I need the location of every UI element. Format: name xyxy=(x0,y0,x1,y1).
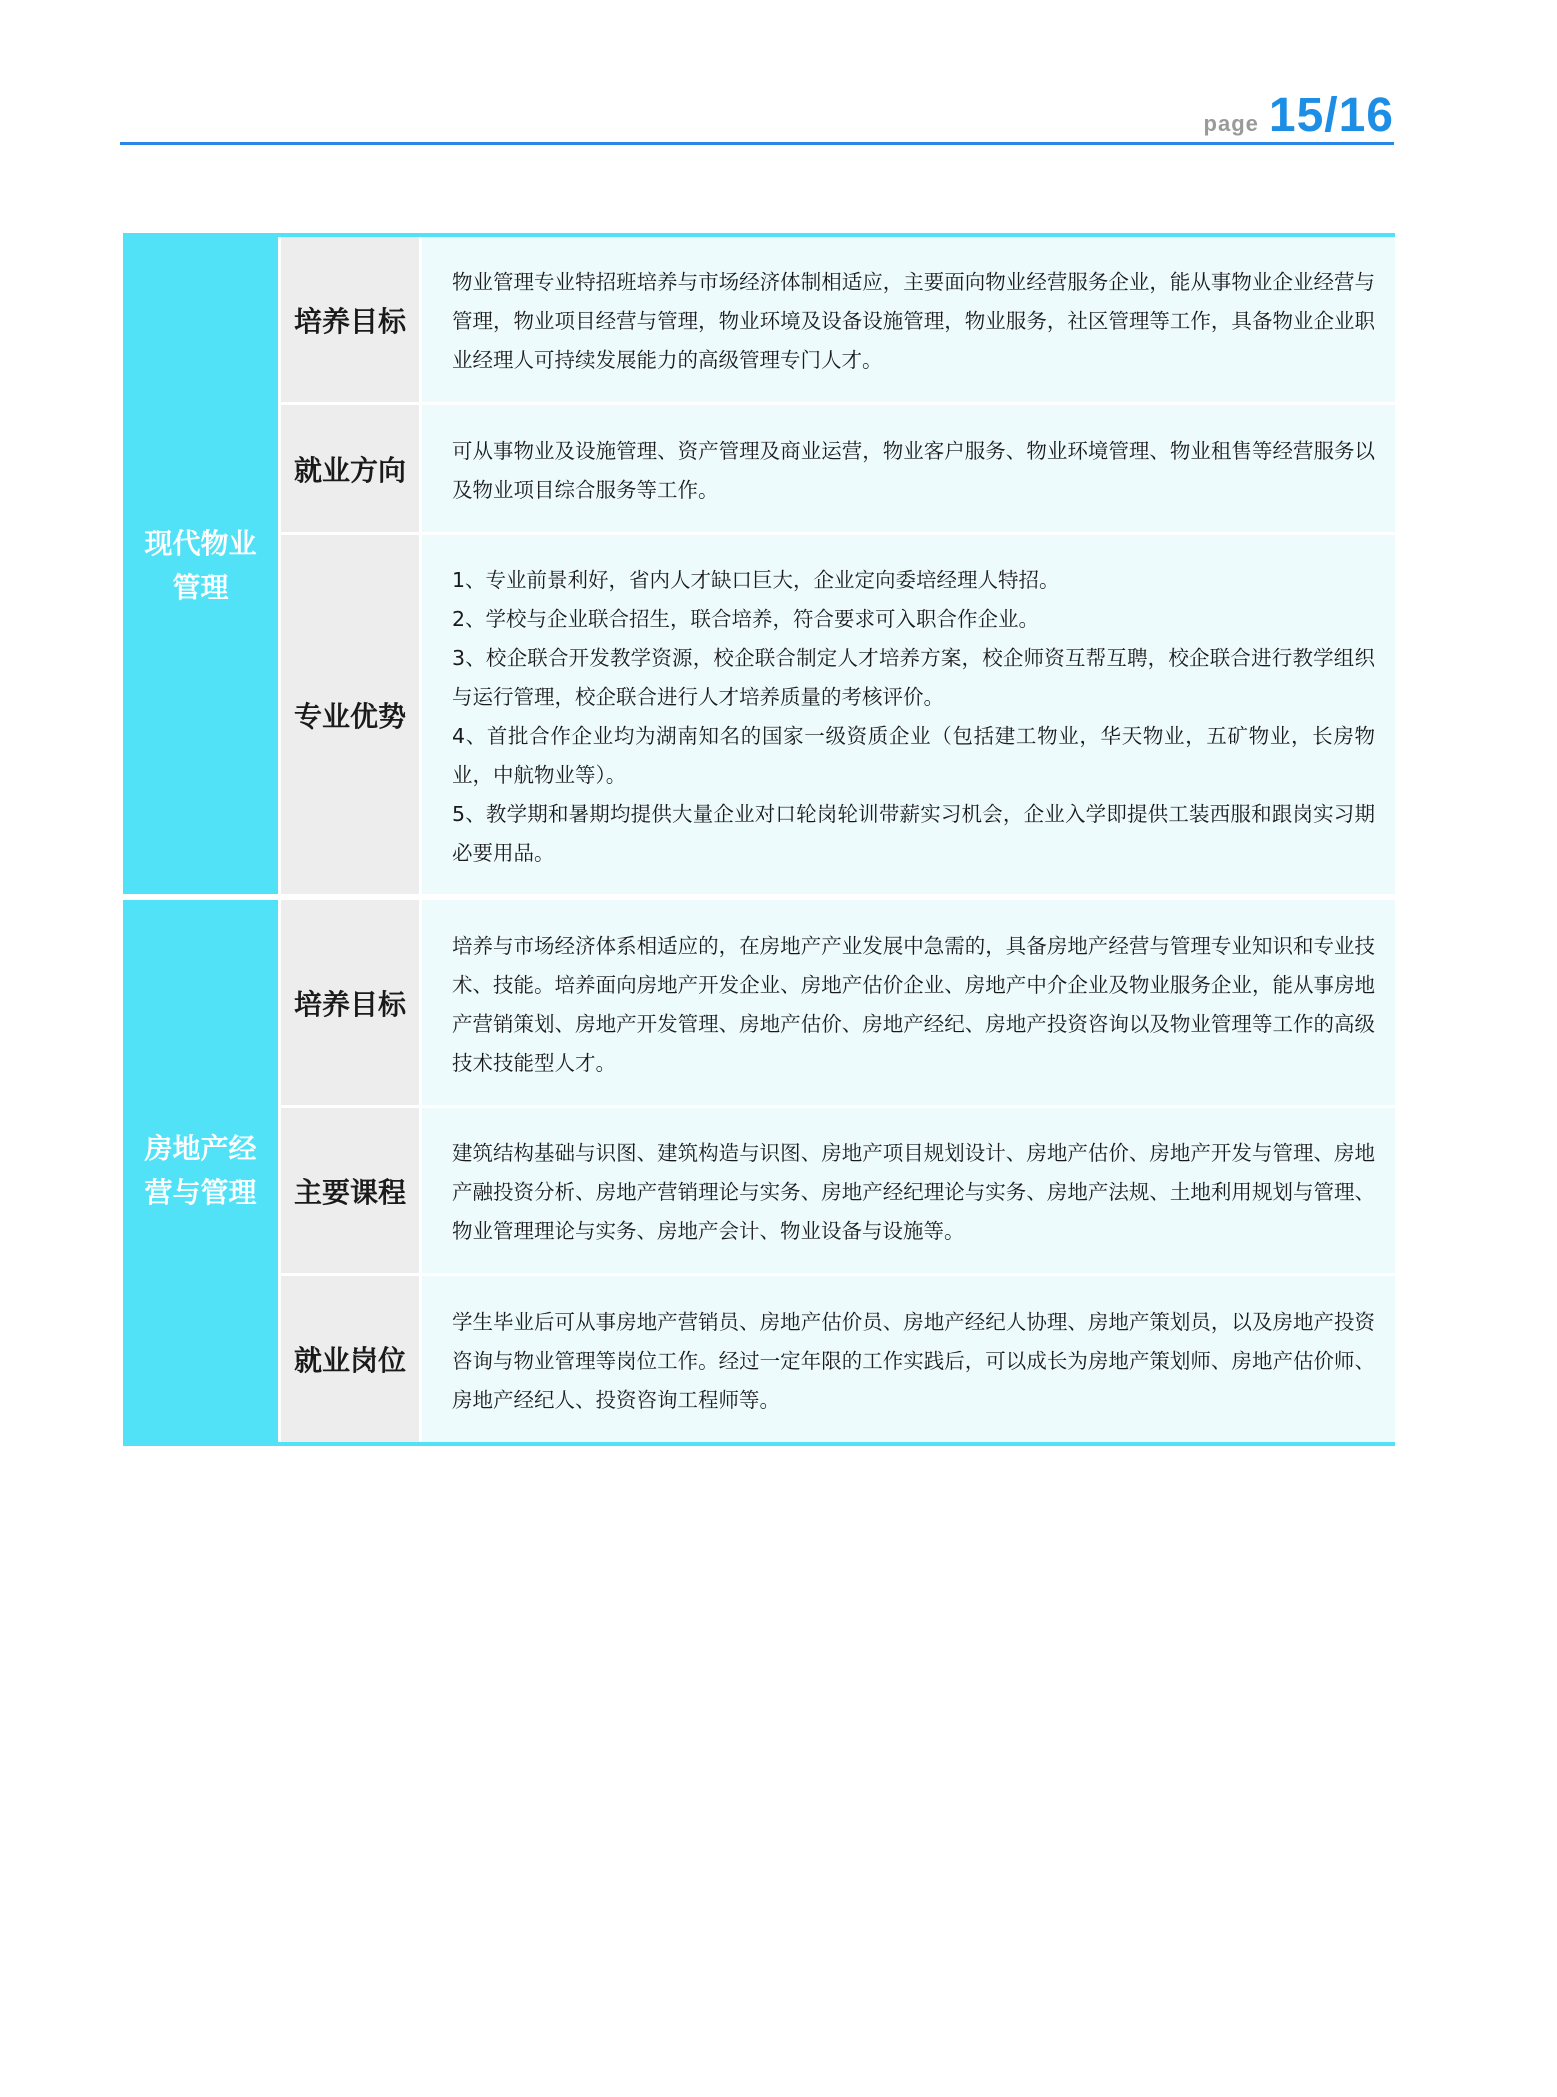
major-section-property-management xyxy=(123,237,1395,894)
content-paragraph: 物业管理专业特招班培养与市场经济体制相适应，主要面向物业经营服务企业，能从事物业企业经营与管理，物业项目经营与管理，物业环境及设备设施管理，物业服务，社区管理等工作，具备物业企业职业经理人可持续发展能力的高级管理专门人才。 xyxy=(452,270,1375,372)
table-row xyxy=(278,237,1395,402)
table-row xyxy=(278,1273,1395,1442)
major-name: 房地产经营与管理 xyxy=(144,1132,257,1209)
row-content xyxy=(419,900,1395,1105)
content-paragraph: 培养与市场经济体系相适应的，在房地产产业发展中急需的，具备房地产经营与管理专业知识和专业技术、技能。培养面向房地产开发企业、房地产估价企业、房地产中介企业及物业服务企业，能从事房地产营销策划、房地产开发管理、房地产估价、房地产经纪、房地产投资咨询以及物业管理等工作的高级技术技能型人才。 xyxy=(452,933,1375,1075)
table-row xyxy=(278,402,1395,532)
content-paragraph: 2、学校与企业联合招生，联合培养，符合要求可入职合作企业。 xyxy=(452,606,1040,631)
page-number: 15/16 xyxy=(1268,89,1394,142)
content-paragraph: 5、教学期和暑期均提供大量企业对口轮岗轮训带薪实习机会，企业入学即提供工装西服和跟岗实习期必要用品。 xyxy=(452,801,1375,865)
content-paragraph: 可从事物业及设施管理、资产管理及商业运营，物业客户服务、物业环境管理、物业租售等经营服务以及物业项目综合服务等工作。 xyxy=(452,438,1375,502)
row-label: 就业方向 xyxy=(278,405,419,532)
major-rows xyxy=(278,237,1395,894)
row-label: 培养目标 xyxy=(278,237,419,402)
row-label: 培养目标 xyxy=(278,900,419,1105)
table-row xyxy=(278,1105,1395,1273)
major-name: 现代物业管理 xyxy=(144,526,257,604)
content-paragraph: 建筑结构基础与识图、建筑构造与识图、房地产项目规划设计、房地产估价、房地产开发与管理、房地产融投资分析、房地产营销理论与实务、房地产经纪理论与实务、房地产法规、土地利用规划与管理、物业管理理论与实务、房地产会计、物业设备与设施等。 xyxy=(452,1141,1375,1243)
table-row xyxy=(278,532,1395,894)
row-content xyxy=(419,1276,1395,1442)
page-indicator xyxy=(1204,88,1394,143)
content-paragraph: 4、首批合作企业均为湖南知名的国家一级资质企业（包括建工物业，华天物业，五矿物业，长房物业，中航物业等）。 xyxy=(452,723,1375,787)
content-paragraph: 1、专业前景利好，省内人才缺口巨大，企业定向委培经理人特招。 xyxy=(452,567,1060,592)
row-content xyxy=(419,237,1395,402)
content-paragraph: 学生毕业后可从事房地产营销员、房地产估价员、房地产经纪人协理、房地产策划员，以及房地产投资咨询与物业管理等岗位工作。经过一定年限的工作实践后，可以成长为房地产策划师、房地产估价师、房地产经纪人、投资咨询工程师等。 xyxy=(452,1309,1375,1412)
table-row xyxy=(278,900,1395,1105)
row-content xyxy=(419,535,1395,894)
major-name-cell xyxy=(123,900,278,1442)
major-name-cell xyxy=(123,237,278,894)
row-content xyxy=(419,1108,1395,1273)
row-content xyxy=(419,405,1395,532)
page-header xyxy=(120,80,1394,145)
row-label: 主要课程 xyxy=(278,1108,419,1273)
row-label: 就业岗位 xyxy=(278,1276,419,1442)
major-section-real-estate xyxy=(123,894,1395,1442)
content-paragraph: 3、校企联合开发教学资源，校企联合制定人才培养方案，校企师资互帮互聘，校企联合进行教学组织与运行管理，校企联合进行人才培养质量的考核评价。 xyxy=(452,645,1375,709)
row-label: 专业优势 xyxy=(278,535,419,894)
page-word: page xyxy=(1203,111,1259,136)
major-table xyxy=(123,233,1395,1446)
major-rows xyxy=(278,900,1395,1442)
